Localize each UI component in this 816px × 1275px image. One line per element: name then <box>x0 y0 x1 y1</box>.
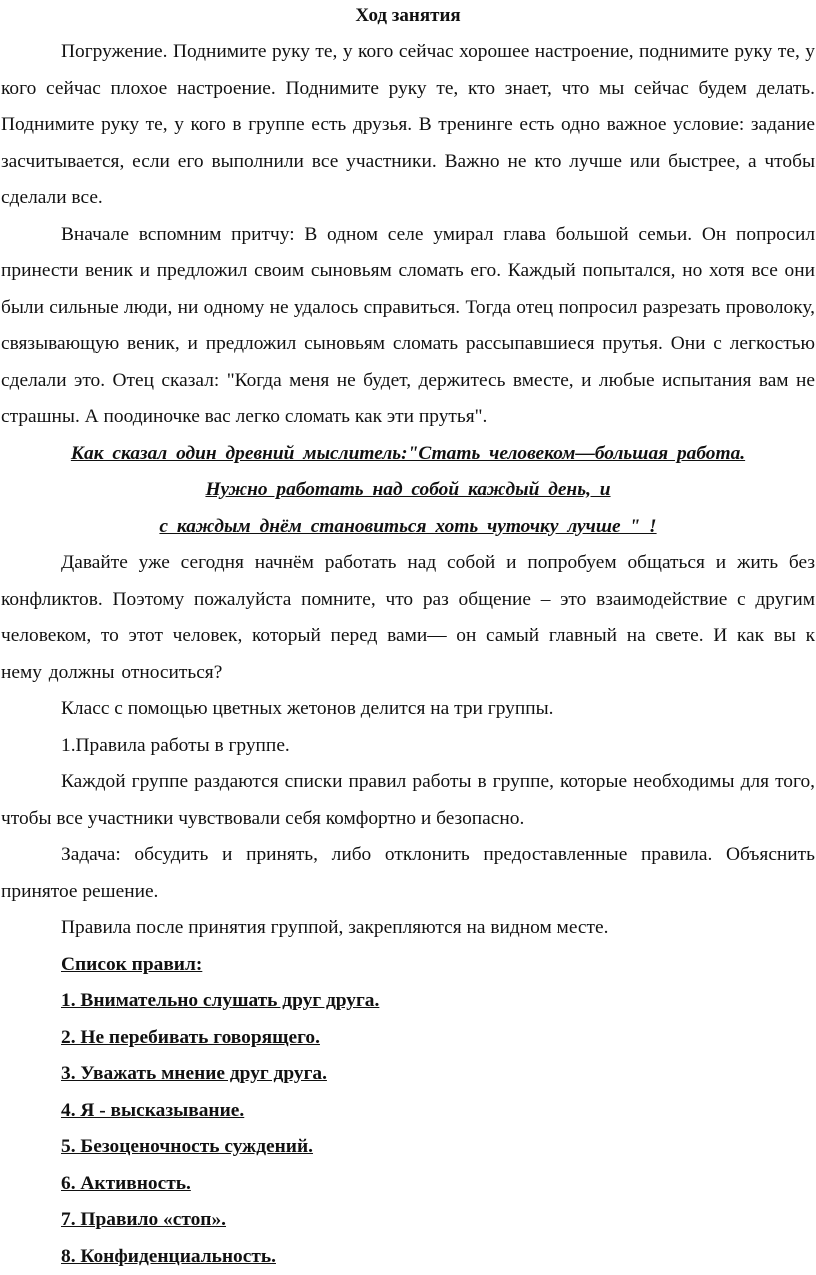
rules-list <box>1 983 815 1275</box>
quote-line-3: с каждым днём становиться хоть чуточку лучше " ! <box>1 509 815 546</box>
rules-heading: Список правил: <box>1 947 815 984</box>
page-title: Ход занятия <box>1 0 815 34</box>
paragraph-task: Задача: обсудить и принять, либо отклонить предоставленные правила. Объяснить принятое решение. <box>1 837 815 910</box>
quote-line-2: Нужно работать над собой каждый день, и <box>1 472 815 509</box>
paragraph-immersion: Погружение. Поднимите руку те, у кого сейчас хорошее настроение, поднимите руку те, у кого сейчас плохое настроение. Поднимите руку те, кто знает, что мы сейчас будем делать. Поднимите руку те, у кого в группе есть друзья. В тренинге есть одно важное условие: задание засчитывается, если его выполнили все участники. Важно не кто лучше или быстрее, а чтобы сделали все. <box>1 34 815 217</box>
paragraph-rules-section: 1.Правила работы в группе. <box>1 728 815 765</box>
paragraph-communication: Давайте уже сегодня начнём работать над собой и попробуем общаться и жить без конфликтов. Поэтому пожалуйста помните, что раз общение – это взаимодействие с другим человеком, то этот человек, который перед вами— он самый главный на свете. И как вы к нему должны относиться? <box>1 545 815 691</box>
rule-item: 1. Внимательно слушать друг друга. <box>1 983 815 1020</box>
rule-item: 8. Конфиденциальность. <box>1 1239 815 1275</box>
rule-item: 5. Безоценочность суждений. <box>1 1129 815 1166</box>
paragraph-posting: Правила после принятия группой, закрепляются на видном месте. <box>1 910 815 947</box>
rule-item: 2. Не перебивать говорящего. <box>1 1020 815 1057</box>
rule-item: 3. Уважать мнение друг друга. <box>1 1056 815 1093</box>
paragraph-rules-lists: Каждой группе раздаются списки правил работы в группе, которые необходимы для того, чтобы все участники чувствовали себя комфортно и безопасно. <box>1 764 815 837</box>
paragraph-parable: Вначале вспомним притчу: В одном селе умирал глава большой семьи. Он попросил принести веник и предложил своим сыновьям сломать его. Каждый попытался, но хотя все они были сильные люди, ни одному не удалось справиться. Тогда отец попросил разрезать проволоку, связывающую веник, и предложил сыновьям сломать рассыпавшиеся прутья. Они с легкостью сделали это. Отец сказал: "Когда меня не будет, держитесь вместе, и любые испытания вам не страшны. А поодиночке вас легко сломать как эти прутья". <box>1 217 815 436</box>
rule-item: 4. Я - высказывание. <box>1 1093 815 1130</box>
quote-line-1: Как сказал один древний мыслитель:"Стать человеком—большая работа. <box>1 436 815 473</box>
rule-item: 7. Правило «стоп». <box>1 1202 815 1239</box>
rule-item: 6. Активность. <box>1 1166 815 1203</box>
paragraph-groups: Класс с помощью цветных жетонов делится на три группы. <box>1 691 815 728</box>
